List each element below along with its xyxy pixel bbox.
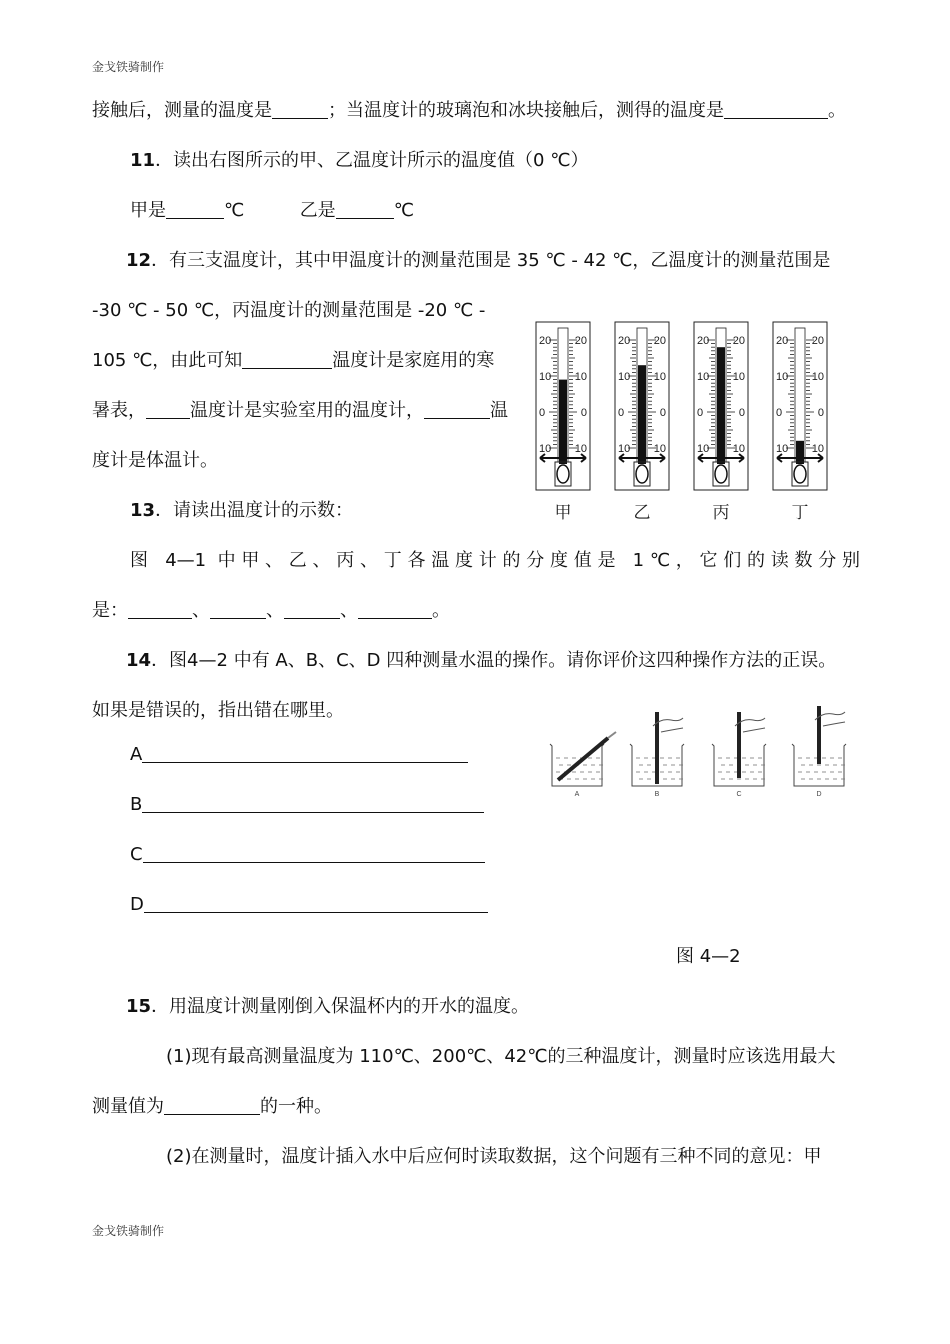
answer-blank[interactable] <box>358 600 432 619</box>
tick-label: 0 <box>697 407 704 419</box>
thermometer-end <box>608 732 616 738</box>
tick-label: 20 <box>811 335 824 347</box>
thermometer-2 <box>615 322 669 523</box>
question-text: ．图4—2 中有 A、B、C、D 四种测量水温的操作。请你评价这四种操作方法的正误。 <box>151 650 837 671</box>
answer-blank[interactable] <box>210 600 266 619</box>
tick-label: 20 <box>732 335 745 347</box>
answer-line-d <box>130 894 488 915</box>
tick-label: 20 <box>776 335 789 347</box>
tick-label: 0 <box>776 407 783 419</box>
tick-label: 10 <box>697 371 710 383</box>
liquid-column <box>559 380 567 464</box>
question-12-line-1 <box>126 246 860 272</box>
tick-label: 10 <box>539 443 552 455</box>
answer-blank-b[interactable] <box>142 794 484 813</box>
unit: ℃ <box>224 200 245 221</box>
option-label: C <box>130 844 143 865</box>
figure-4-1 <box>528 308 842 524</box>
question-12-line-4 <box>92 396 508 422</box>
question-12-line-2: -30 ℃ - 50 ℃，丙温度计的测量范围是 -20 ℃ - <box>92 300 486 321</box>
unit: ℃ <box>393 200 414 221</box>
tick-label: 0 <box>738 407 745 419</box>
text-fragment: 是： <box>92 600 128 621</box>
question-number: 11 <box>130 150 156 171</box>
tick-label: 10 <box>732 443 745 455</box>
figure-4-2 <box>540 698 852 798</box>
question-number: 12 <box>126 250 152 271</box>
text-fragment: 接触后，测量的温度是 <box>92 100 272 121</box>
beaker-label: D <box>816 791 822 798</box>
tick-label: 10 <box>811 371 824 383</box>
question-12-line-5: 度计是体温计。 <box>92 450 218 471</box>
question-text: ．读出右图所示的甲、乙温度计所示的温度值（0 ℃） <box>155 150 589 171</box>
question-13 <box>130 496 353 522</box>
text-fragment: 温度计是实验室用的温度计， <box>190 400 424 421</box>
text-fragment: 测量值为 <box>92 1096 164 1117</box>
answer-blank[interactable] <box>424 400 490 419</box>
thermometer-tilted <box>558 738 608 780</box>
thermometer-label: 乙 <box>633 503 651 523</box>
answer-line-c <box>130 844 485 865</box>
text-fragment: 温度计是家庭用的寒 <box>332 350 495 371</box>
page-header: 金戈铁骑制作 <box>92 60 165 74</box>
answer-blank-d[interactable] <box>144 894 488 913</box>
answer-blank[interactable] <box>272 100 328 119</box>
separator: 、 <box>340 600 358 621</box>
question-14 <box>126 646 836 672</box>
thermometer-label: 甲 <box>554 503 572 523</box>
text-fragment: 暑表， <box>92 400 146 421</box>
answer-blank[interactable] <box>128 600 192 619</box>
page-footer: 金戈铁骑制作 <box>92 1224 165 1238</box>
question-15 <box>126 992 529 1018</box>
question-number: 15 <box>126 996 152 1017</box>
tick-label: 10 <box>732 371 745 383</box>
tick-label: 10 <box>574 371 587 383</box>
tick-label: 10 <box>653 371 666 383</box>
question-14-line-2: 如果是错误的，指出错在哪里。 <box>92 700 344 721</box>
tick-label: 10 <box>776 371 789 383</box>
beaker-label: B <box>654 791 660 798</box>
text-fragment: 105 ℃，由此可知 <box>92 350 243 371</box>
tick-label: 0 <box>580 407 587 419</box>
answer-blank-jia[interactable] <box>166 200 224 219</box>
tick-label: 20 <box>539 335 552 347</box>
tick-label: 20 <box>618 335 631 347</box>
thermometer-1 <box>536 322 590 523</box>
tick-label: 10 <box>811 443 824 455</box>
tick-label: 10 <box>618 443 631 455</box>
tick-label: 0 <box>659 407 666 419</box>
tick-label: 10 <box>618 371 631 383</box>
option-label: B <box>130 794 143 815</box>
answer-line-a <box>130 744 468 765</box>
tick-label: 20 <box>697 335 710 347</box>
question-15-part-2: (2)在测量时，温度计插入水中后应何时读取数据，这个问题有三种不同的意见：甲 <box>166 1146 822 1167</box>
thermometer-figure <box>528 308 842 524</box>
tick-label: 0 <box>817 407 824 419</box>
thermometer-3 <box>694 322 748 523</box>
answer-blank[interactable] <box>724 100 828 119</box>
answer-blank[interactable] <box>284 600 340 619</box>
question-11 <box>130 146 588 172</box>
answer-blank[interactable] <box>242 350 332 369</box>
question-number: 14 <box>126 650 152 671</box>
liquid-column <box>717 347 725 464</box>
text-fragment: 的一种。 <box>260 1096 332 1117</box>
tick-label: 0 <box>539 407 546 419</box>
answer-blank-a[interactable] <box>142 744 468 763</box>
answer-blank-yi[interactable] <box>336 200 394 219</box>
text-fragment: 。 <box>432 600 450 621</box>
label-jia: 甲是 <box>130 200 166 221</box>
tick-label: 10 <box>539 371 552 383</box>
question-13-line-3 <box>92 596 450 622</box>
tick-label: 10 <box>574 443 587 455</box>
option-label: D <box>130 894 144 915</box>
tick-label: 10 <box>697 443 710 455</box>
thermometer-bulb <box>794 465 806 483</box>
question-15-part-1-cont <box>92 1092 332 1118</box>
text-fragment: 。 <box>828 100 846 121</box>
beaker-a <box>550 732 616 798</box>
question-11-answers <box>130 196 414 222</box>
tick-label: 10 <box>653 443 666 455</box>
thermometer-bulb <box>557 465 569 483</box>
beaker-figure <box>540 698 852 798</box>
thermometer-4 <box>773 322 827 523</box>
label-yi: 乙是 <box>299 200 336 221</box>
question-12-line-3 <box>92 346 494 372</box>
tick-label: 0 <box>618 407 625 419</box>
separator: 、 <box>266 600 284 621</box>
thermometer-label: 丁 <box>791 503 809 523</box>
figure-4-2-caption: 图 4—2 <box>676 946 741 967</box>
answer-line-b <box>130 794 484 815</box>
liquid-column <box>638 365 646 464</box>
tick-label: 20 <box>574 335 587 347</box>
separator: 、 <box>192 600 210 621</box>
question-text: ．请读出温度计的示数： <box>155 500 354 521</box>
question-15-part-1: (1)现有最高测量温度为 110℃、200℃、42℃的三种温度计，测量时应该选用最大 <box>166 1046 836 1067</box>
beaker-label: C <box>736 791 742 798</box>
text-fragment: ；当温度计的玻璃泡和冰块接触后，测得的温度是 <box>328 100 724 121</box>
beaker-label: A <box>574 791 580 798</box>
liquid-column <box>796 441 804 464</box>
answer-blank[interactable] <box>164 1096 260 1115</box>
beaker-d <box>792 706 846 798</box>
thermometer-bulb <box>636 465 648 483</box>
tick-label: 10 <box>776 443 789 455</box>
question-text: ．用温度计测量刚倒入保温杯内的开水的温度。 <box>151 996 530 1017</box>
fill-in-line-1 <box>92 96 846 122</box>
text-fragment: 温 <box>490 400 508 421</box>
tick-label: 20 <box>653 335 666 347</box>
option-label: A <box>130 744 143 765</box>
beaker-b <box>630 712 684 798</box>
answer-blank[interactable] <box>146 400 190 419</box>
thermometer-label: 丙 <box>712 503 730 523</box>
question-number: 13 <box>130 500 156 521</box>
beaker-c <box>712 712 766 798</box>
question-text: ．有三支温度计，其中甲温度计的测量范围是 35 ℃ - 42 ℃，乙温度计的测量范围是 <box>151 250 831 271</box>
thermometer-bulb <box>715 465 727 483</box>
question-13-line-2: 图 4—1 中甲、乙、丙、丁各温度计的分度值是 1℃，它们的读数分别 <box>130 550 860 571</box>
answer-blank-c[interactable] <box>143 844 485 863</box>
